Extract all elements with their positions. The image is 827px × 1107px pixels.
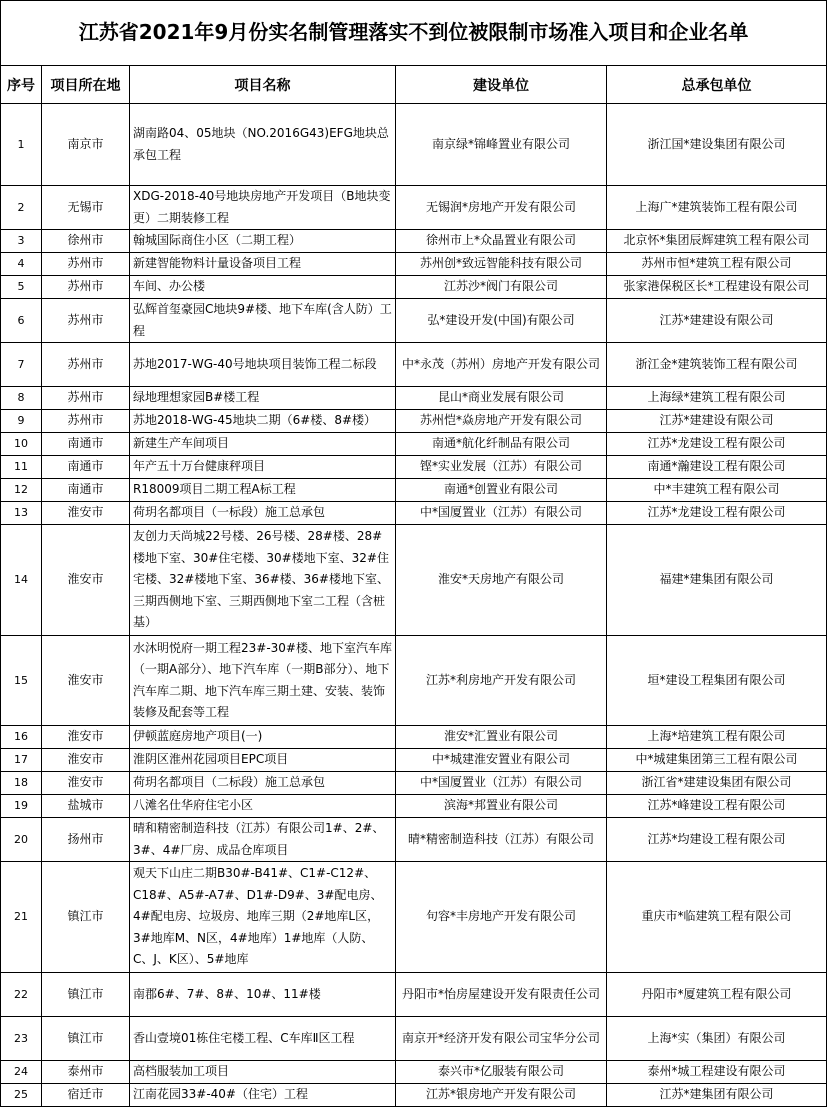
project-cell: 湖南路04、05地块（NO.2016G43)EFG地块总承包工程 xyxy=(130,104,396,186)
project-cell: 伊顿蓝庭房地产项目(一) xyxy=(130,726,396,749)
project-cell: 荷玥名都项目（一标段）施工总承包 xyxy=(130,502,396,525)
table-row xyxy=(1,749,827,772)
builder-cell: 中*城建淮安置业有限公司 xyxy=(396,749,607,772)
seq-cell: 22 xyxy=(1,973,42,1017)
contractor-cell: 苏州市恒*建筑工程有限公司 xyxy=(607,253,827,276)
contractor-cell: 垣*建设工程集团有限公司 xyxy=(607,636,827,726)
builder-cell: 铿*实业发展（江苏）有限公司 xyxy=(396,456,607,479)
seq-cell: 16 xyxy=(1,726,42,749)
builder-cell: 中*国厦置业（江苏）有限公司 xyxy=(396,772,607,795)
seq-cell: 11 xyxy=(1,456,42,479)
project-cell: 水沐明悦府一期工程23#-30#楼、地下室汽车库（一期A部分）、地下汽车库（一期B部分）、地下汽车库二期、地下汽车库三期土建、安装、装饰装修及配套等工程 xyxy=(130,636,396,726)
city-cell: 扬州市 xyxy=(42,818,130,862)
table-row xyxy=(1,433,827,456)
city-cell: 南通市 xyxy=(42,479,130,502)
contractor-cell: 江苏*峰建设工程有限公司 xyxy=(607,795,827,818)
contractor-cell: 浙江国*建设集团有限公司 xyxy=(607,104,827,186)
table-row xyxy=(1,726,827,749)
contractor-cell: 张家港保税区长*工程建设有限公司 xyxy=(607,276,827,299)
builder-cell: 南通*创置业有限公司 xyxy=(396,479,607,502)
table-row xyxy=(1,456,827,479)
table-row xyxy=(1,973,827,1017)
header-row xyxy=(1,66,827,104)
contractor-cell: 江苏*建集团有限公司 xyxy=(607,1084,827,1107)
seq-cell: 5 xyxy=(1,276,42,299)
table-row xyxy=(1,299,827,343)
seq-cell: 21 xyxy=(1,862,42,973)
table-row xyxy=(1,525,827,636)
builder-cell: 苏州恺*焱房地产开发有限公司 xyxy=(396,410,607,433)
contractor-cell: 江苏*建建设有限公司 xyxy=(607,299,827,343)
document-title: 江苏省2021年9月份实名制管理落实不到位被限制市场准入项目和企业名单 xyxy=(1,1,827,66)
builder-cell: 晴*精密制造科技（江苏）有限公司 xyxy=(396,818,607,862)
project-cell: 南郡6#、7#、8#、10#、11#楼 xyxy=(130,973,396,1017)
contractor-cell: 中*城建集团第三工程有限公司 xyxy=(607,749,827,772)
table-row xyxy=(1,387,827,410)
header-builder: 建设单位 xyxy=(396,66,607,104)
project-cell: 新建智能物料计量设备项目工程 xyxy=(130,253,396,276)
city-cell: 南京市 xyxy=(42,104,130,186)
project-cell: 新建生产车间项目 xyxy=(130,433,396,456)
contractor-cell: 上海绿*建筑工程有限公司 xyxy=(607,387,827,410)
seq-cell: 10 xyxy=(1,433,42,456)
city-cell: 淮安市 xyxy=(42,726,130,749)
builder-cell: 中*国厦置业（江苏）有限公司 xyxy=(396,502,607,525)
seq-cell: 2 xyxy=(1,186,42,230)
project-cell: 弘辉首玺豪园C地块9#楼、地下车库(含人防）工程 xyxy=(130,299,396,343)
seq-cell: 20 xyxy=(1,818,42,862)
builder-cell: 南通*航化纤制品有限公司 xyxy=(396,433,607,456)
city-cell: 苏州市 xyxy=(42,410,130,433)
table-row xyxy=(1,1084,827,1107)
builder-cell: 无锡润*房地产开发有限公司 xyxy=(396,186,607,230)
table-row xyxy=(1,410,827,433)
table-row xyxy=(1,104,827,186)
builder-cell: 淮安*天房地产有限公司 xyxy=(396,525,607,636)
city-cell: 盐城市 xyxy=(42,795,130,818)
table-row xyxy=(1,186,827,230)
city-cell: 泰州市 xyxy=(42,1061,130,1084)
builder-cell: 句容*丰房地产开发有限公司 xyxy=(396,862,607,973)
title-row xyxy=(1,1,827,66)
city-cell: 宿迁市 xyxy=(42,1084,130,1107)
project-cell: 荷玥名都项目（二标段）施工总承包 xyxy=(130,772,396,795)
contractor-cell: 江苏*建建设有限公司 xyxy=(607,410,827,433)
project-cell: 车间、办公楼 xyxy=(130,276,396,299)
seq-cell: 14 xyxy=(1,525,42,636)
city-cell: 淮安市 xyxy=(42,502,130,525)
contractor-cell: 丹阳市*厦建筑工程有限公司 xyxy=(607,973,827,1017)
builder-cell: 江苏*银房地产开发有限公司 xyxy=(396,1084,607,1107)
seq-cell: 3 xyxy=(1,230,42,253)
project-cell: 年产五十万台健康秤项目 xyxy=(130,456,396,479)
table-row xyxy=(1,479,827,502)
city-cell: 南通市 xyxy=(42,433,130,456)
city-cell: 淮安市 xyxy=(42,525,130,636)
city-cell: 苏州市 xyxy=(42,253,130,276)
city-cell: 镇江市 xyxy=(42,973,130,1017)
builder-cell: 昆山*商业发展有限公司 xyxy=(396,387,607,410)
table-row xyxy=(1,818,827,862)
table-row xyxy=(1,1061,827,1084)
builder-cell: 丹阳市*怡房屋建设开发有限责任公司 xyxy=(396,973,607,1017)
project-cell: R18009项目二期工程A标工程 xyxy=(130,479,396,502)
table-row xyxy=(1,276,827,299)
seq-cell: 12 xyxy=(1,479,42,502)
builder-cell: 中*永茂（苏州）房地产开发有限公司 xyxy=(396,343,607,387)
builder-cell: 泰兴市*亿服装有限公司 xyxy=(396,1061,607,1084)
table-row xyxy=(1,253,827,276)
city-cell: 淮安市 xyxy=(42,749,130,772)
contractor-cell: 浙江金*建筑装饰工程有限公司 xyxy=(607,343,827,387)
seq-cell: 4 xyxy=(1,253,42,276)
project-cell: 苏地2017-WG-40号地块项目装饰工程二标段 xyxy=(130,343,396,387)
contractor-cell: 江苏*龙建设工程有限公司 xyxy=(607,502,827,525)
builder-cell: 弘*建设开发(中国)有限公司 xyxy=(396,299,607,343)
seq-cell: 8 xyxy=(1,387,42,410)
project-cell: 香山壹境01栋住宅楼工程、C车库Ⅱ区工程 xyxy=(130,1017,396,1061)
city-cell: 苏州市 xyxy=(42,299,130,343)
contractor-cell: 南通*瀚建设工程有限公司 xyxy=(607,456,827,479)
project-cell: 绿地理想家园B#楼工程 xyxy=(130,387,396,410)
contractor-cell: 中*丰建筑工程有限公司 xyxy=(607,479,827,502)
project-cell: XDG-2018-40号地块房地产开发项目（B地块变更）二期装修工程 xyxy=(130,186,396,230)
seq-cell: 15 xyxy=(1,636,42,726)
contractor-cell: 福建*建集团有限公司 xyxy=(607,525,827,636)
seq-cell: 25 xyxy=(1,1084,42,1107)
contractor-cell: 上海*培建筑工程有限公司 xyxy=(607,726,827,749)
seq-cell: 17 xyxy=(1,749,42,772)
table-row xyxy=(1,343,827,387)
table-row xyxy=(1,230,827,253)
contractor-cell: 浙江省*建建设集团有限公司 xyxy=(607,772,827,795)
city-cell: 淮安市 xyxy=(42,636,130,726)
table-row xyxy=(1,636,827,726)
project-cell: 晴和精密制造科技（江苏）有限公司1#、2#、3#、4#厂房、成品仓库项目 xyxy=(130,818,396,862)
project-cell: 淮阴区淮州花园项目EPC项目 xyxy=(130,749,396,772)
seq-cell: 9 xyxy=(1,410,42,433)
contractor-cell: 江苏*龙建设工程有限公司 xyxy=(607,433,827,456)
seq-cell: 13 xyxy=(1,502,42,525)
city-cell: 苏州市 xyxy=(42,276,130,299)
project-cell: 高档服装加工项目 xyxy=(130,1061,396,1084)
city-cell: 淮安市 xyxy=(42,772,130,795)
project-cell: 友创力天尚城22号楼、26号楼、28#楼、28#楼地下室、30#住宅楼、30#楼地下室、32#住宅楼、32#楼地下室、36#楼、36#楼地下室、三期西侧地下室、三期西侧地下室二工程（含桩基） xyxy=(130,525,396,636)
builder-cell: 滨海*邦置业有限公司 xyxy=(396,795,607,818)
city-cell: 南通市 xyxy=(42,456,130,479)
builder-cell: 江苏沙*阀门有限公司 xyxy=(396,276,607,299)
project-cell: 观天下山庄二期B30#-B41#、C1#-C12#、C18#、A5#-A7#、D1#-D9#、3#配电房、4#配电房、垃圾房、地库三期（2#地库L区，3#地库M、N区，4#地库）1#地库（人防、C、J、K区）、5#地库 xyxy=(130,862,396,973)
city-cell: 镇江市 xyxy=(42,1017,130,1061)
city-cell: 苏州市 xyxy=(42,387,130,410)
builder-cell: 淮安*汇置业有限公司 xyxy=(396,726,607,749)
city-cell: 徐州市 xyxy=(42,230,130,253)
table-row xyxy=(1,772,827,795)
seq-cell: 19 xyxy=(1,795,42,818)
builder-cell: 江苏*利房地产开发有限公司 xyxy=(396,636,607,726)
contractor-cell: 泰州*城工程建设有限公司 xyxy=(607,1061,827,1084)
builder-cell: 南京绿*锦峰置业有限公司 xyxy=(396,104,607,186)
contractor-cell: 上海广*建筑装饰工程有限公司 xyxy=(607,186,827,230)
builder-cell: 南京开*经济开发有限公司宝华分公司 xyxy=(396,1017,607,1061)
header-city: 项目所在地 xyxy=(42,66,130,104)
city-cell: 镇江市 xyxy=(42,862,130,973)
city-cell: 苏州市 xyxy=(42,343,130,387)
seq-cell: 7 xyxy=(1,343,42,387)
seq-cell: 18 xyxy=(1,772,42,795)
builder-cell: 苏州创*致远智能科技有限公司 xyxy=(396,253,607,276)
contractor-cell: 北京怀*集团辰辉建筑工程有限公司 xyxy=(607,230,827,253)
table-row xyxy=(1,1017,827,1061)
header-contractor: 总承包单位 xyxy=(607,66,827,104)
seq-cell: 23 xyxy=(1,1017,42,1061)
project-cell: 江南花园33#-40#（住宅）工程 xyxy=(130,1084,396,1107)
city-cell: 无锡市 xyxy=(42,186,130,230)
seq-cell: 1 xyxy=(1,104,42,186)
header-seq: 序号 xyxy=(1,66,42,104)
table-row xyxy=(1,502,827,525)
project-cell: 八滩名仕华府住宅小区 xyxy=(130,795,396,818)
table-row xyxy=(1,862,827,973)
table-row xyxy=(1,795,827,818)
project-cell: 苏地2018-WG-45地块二期（6#楼、8#楼） xyxy=(130,410,396,433)
project-cell: 翰城国际商住小区（二期工程） xyxy=(130,230,396,253)
seq-cell: 6 xyxy=(1,299,42,343)
header-project: 项目名称 xyxy=(130,66,396,104)
seq-cell: 24 xyxy=(1,1061,42,1084)
contractor-cell: 江苏*均建设工程有限公司 xyxy=(607,818,827,862)
contractor-cell: 重庆市*临建筑工程有限公司 xyxy=(607,862,827,973)
contractor-cell: 上海*实（集团）有限公司 xyxy=(607,1017,827,1061)
builder-cell: 徐州市上*众晶置业有限公司 xyxy=(396,230,607,253)
